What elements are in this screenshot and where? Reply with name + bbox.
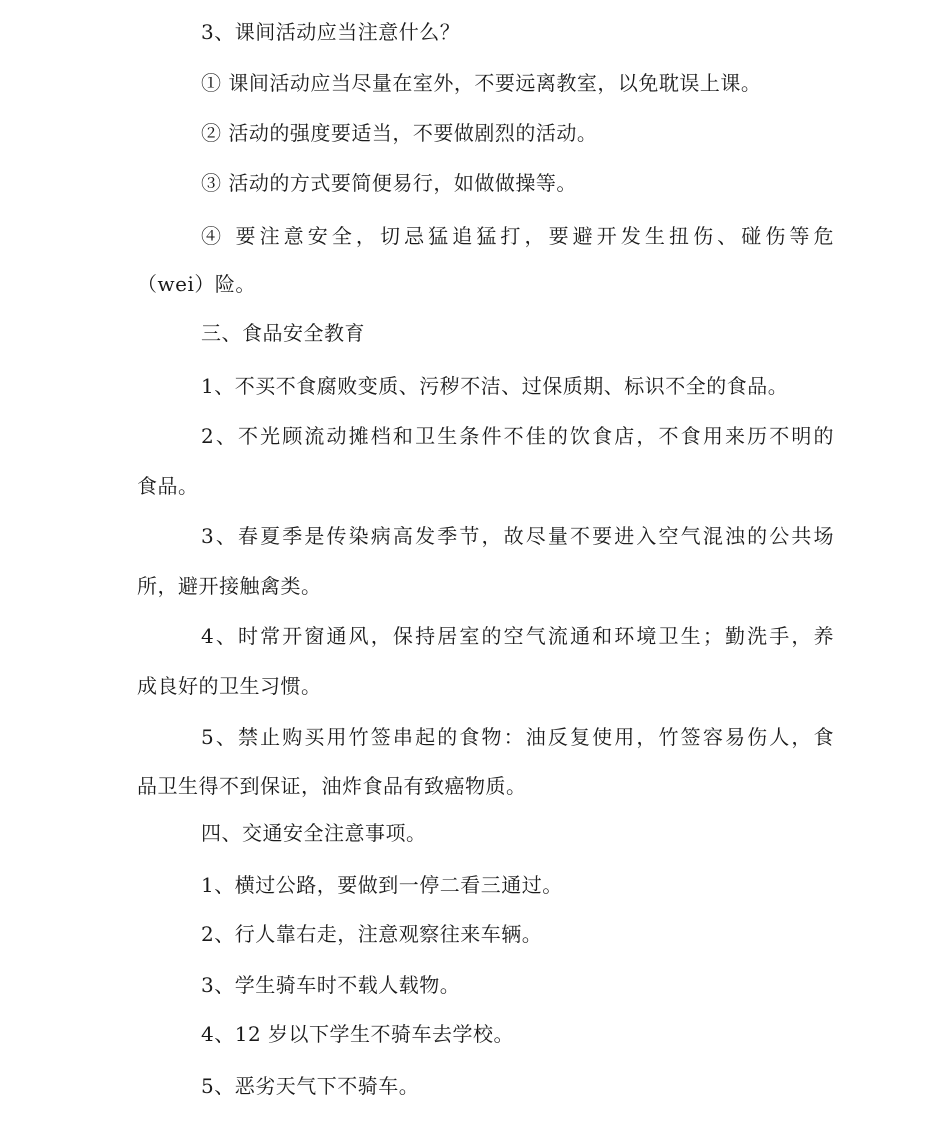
list-item-continuation: 成良好的卫生习惯。 xyxy=(137,674,322,698)
question-heading: 3、课间活动应当注意什么？ xyxy=(201,20,461,44)
list-item-continuation: 所，避开接触禽类。 xyxy=(137,574,322,598)
list-item: ④ 要注意安全，切忌猛追猛打，要避开发生扭伤、碰伤等危 xyxy=(201,224,834,248)
list-item: 3、学生骑车时不载人载物。 xyxy=(201,973,461,997)
section-heading: 三、食品安全教育 xyxy=(201,321,365,345)
list-item-continuation: 食品。 xyxy=(137,474,199,498)
list-item: 1、不买不食腐败变质、污秽不洁、过保质期、标识不全的食品。 xyxy=(201,374,789,398)
list-item: ① 课间活动应当尽量在室外，不要远离教室，以免耽误上课。 xyxy=(201,71,762,95)
list-item: ③ 活动的方式要简便易行，如做做操等。 xyxy=(201,171,577,195)
section-heading: 四、交通安全注意事项。 xyxy=(201,821,427,845)
list-item: 2、行人靠右走，注意观察往来车辆。 xyxy=(201,922,543,946)
list-item: 1、横过公路，要做到一停二看三通过。 xyxy=(201,873,563,897)
list-item: 5、禁止购买用竹签串起的食物：油反复使用，竹签容易伤人，食 xyxy=(201,725,834,749)
list-item-continuation: 品卫生得不到保证，油炸食品有致癌物质。 xyxy=(137,774,527,798)
list-item: 3、春夏季是传染病高发季节，故尽量不要进入空气混浊的公共场 xyxy=(201,524,834,548)
list-item: 2、不光顾流动摊档和卫生条件不佳的饮食店，不食用来历不明的 xyxy=(201,424,834,448)
list-item-continuation: （wei）险。 xyxy=(137,272,256,296)
list-item: 4、时常开窗通风，保持居室的空气流通和环境卫生；勤洗手，养 xyxy=(201,624,834,648)
list-item: ② 活动的强度要适当，不要做剧烈的活动。 xyxy=(201,121,598,145)
list-item: 4、12 岁以下学生不骑车去学校。 xyxy=(201,1022,515,1046)
list-item: 5、恶劣天气下不骑车。 xyxy=(201,1074,420,1098)
